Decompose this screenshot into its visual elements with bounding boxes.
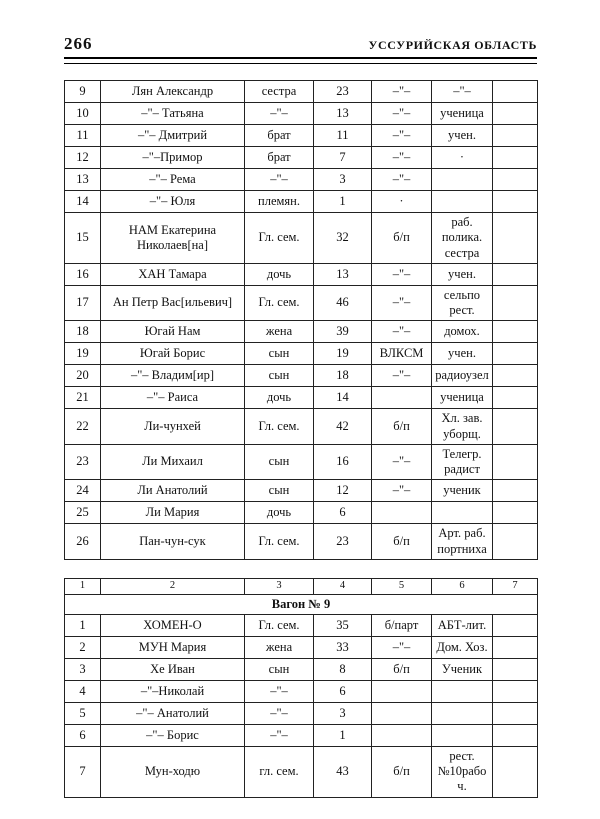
table-cell: 9 xyxy=(65,81,101,103)
table-cell: б/п xyxy=(372,524,432,560)
table-row xyxy=(65,746,538,797)
table-cell: –"–Примор xyxy=(101,147,245,169)
table-cell: сын xyxy=(245,658,314,680)
table-cell: 35 xyxy=(314,614,372,636)
table-row xyxy=(65,147,538,169)
table-cell: 6 xyxy=(65,724,101,746)
table-cell xyxy=(493,365,538,387)
table-cell: 4 xyxy=(65,680,101,702)
passenger-table-2-body xyxy=(65,614,538,797)
table-cell: ученица xyxy=(432,103,493,125)
table-cell: 15 xyxy=(65,213,101,264)
table-cell: 1 xyxy=(314,724,372,746)
table-cell: 39 xyxy=(314,321,372,343)
table-cell: 46 xyxy=(314,285,372,321)
table-cell: 18 xyxy=(65,321,101,343)
table-cell: 3 xyxy=(314,702,372,724)
section-title: Вагон № 9 xyxy=(65,594,538,614)
table-cell: –"– xyxy=(372,480,432,502)
table-cell: Хе Иван xyxy=(101,658,245,680)
table-cell: МУН Мария xyxy=(101,636,245,658)
table-row xyxy=(65,169,538,191)
table-cell: 16 xyxy=(314,444,372,480)
table-cell: –"– Владим[ир] xyxy=(101,365,245,387)
table-cell: –"– xyxy=(372,169,432,191)
table-cell: –"– Борис xyxy=(101,724,245,746)
table-row xyxy=(65,365,538,387)
table-cell xyxy=(493,169,538,191)
table-cell: ученица xyxy=(432,387,493,409)
table-cell: –"– Рема xyxy=(101,169,245,191)
table-cell: 11 xyxy=(314,125,372,147)
table-cell: Югай Нам xyxy=(101,321,245,343)
table-cell xyxy=(372,724,432,746)
table-cell xyxy=(493,213,538,264)
table-row xyxy=(65,724,538,746)
table-cell xyxy=(493,636,538,658)
table-cell: 17 xyxy=(65,285,101,321)
table-cell: 23 xyxy=(65,444,101,480)
table-cell: 10 xyxy=(65,103,101,125)
table-cell xyxy=(493,263,538,285)
table-cell: 4 xyxy=(314,578,372,594)
table-cell: 13 xyxy=(314,103,372,125)
table-row xyxy=(65,343,538,365)
table-cell: брат xyxy=(245,147,314,169)
table-row xyxy=(65,409,538,445)
table-cell: 6 xyxy=(314,502,372,524)
table-cell xyxy=(372,502,432,524)
table-cell xyxy=(493,702,538,724)
table-cell xyxy=(493,147,538,169)
table-row xyxy=(65,387,538,409)
table-cell: Лян Александр xyxy=(101,81,245,103)
table-cell: 23 xyxy=(314,81,372,103)
table-cell: Пан-чун-сук xyxy=(101,524,245,560)
table-cell xyxy=(493,502,538,524)
table-cell xyxy=(432,680,493,702)
table-cell: 5 xyxy=(65,702,101,724)
table-cell: 23 xyxy=(314,524,372,560)
table-cell: Ли Анатолий xyxy=(101,480,245,502)
table-cell: –"– xyxy=(372,285,432,321)
table-cell: · xyxy=(372,191,432,213)
table-cell: –"– xyxy=(372,81,432,103)
table-cell: домох. xyxy=(432,321,493,343)
table-cell: –"– Раиса xyxy=(101,387,245,409)
table-cell: 19 xyxy=(65,343,101,365)
table-cell: дочь xyxy=(245,387,314,409)
table-cell: раб. полика. сестра xyxy=(432,213,493,264)
table-cell: –"– Дмитрий xyxy=(101,125,245,147)
table-cell: Хл. зав. уборщ. xyxy=(432,409,493,445)
table-cell: 19 xyxy=(314,343,372,365)
table-cell: 14 xyxy=(314,387,372,409)
table-cell xyxy=(432,191,493,213)
table-cell: племян. xyxy=(245,191,314,213)
table-cell: Ан Петр Вас[ильевич] xyxy=(101,285,245,321)
table-cell: Гл. сем. xyxy=(245,285,314,321)
column-number-row xyxy=(65,578,538,594)
table-cell: –"– xyxy=(245,169,314,191)
page-content xyxy=(64,80,537,798)
table-cell: 32 xyxy=(314,213,372,264)
table-cell xyxy=(493,343,538,365)
table-row xyxy=(65,285,538,321)
table-row xyxy=(65,614,538,636)
table-cell: –"– xyxy=(372,103,432,125)
passenger-table-1 xyxy=(64,80,538,560)
table-cell: дочь xyxy=(245,502,314,524)
table-cell: сын xyxy=(245,365,314,387)
table-cell: 5 xyxy=(372,578,432,594)
table-cell xyxy=(372,680,432,702)
table-cell: сын xyxy=(245,343,314,365)
table-cell: 43 xyxy=(314,746,372,797)
table-cell: 7 xyxy=(314,147,372,169)
table-cell xyxy=(493,614,538,636)
table-cell xyxy=(493,724,538,746)
table-cell xyxy=(493,81,538,103)
table-cell: б/п xyxy=(372,409,432,445)
table-cell xyxy=(493,680,538,702)
table-cell: НАМ Екатерина Николаев[на] xyxy=(101,213,245,264)
table-cell: б/п xyxy=(372,746,432,797)
table-row xyxy=(65,444,538,480)
table-cell: Мун-ходю xyxy=(101,746,245,797)
table-cell: 24 xyxy=(65,480,101,502)
table-section-row xyxy=(65,594,538,614)
table-cell: –"– xyxy=(245,103,314,125)
table-cell: ученик xyxy=(432,480,493,502)
table-cell: 13 xyxy=(65,169,101,191)
table-cell: 22 xyxy=(65,409,101,445)
table-cell: 6 xyxy=(432,578,493,594)
table-cell xyxy=(493,746,538,797)
table-cell: сельпо рест. xyxy=(432,285,493,321)
table-cell: –"– xyxy=(372,636,432,658)
table-cell: 7 xyxy=(493,578,538,594)
table-cell: ХАН Тамара xyxy=(101,263,245,285)
table-cell: 42 xyxy=(314,409,372,445)
table-cell: –"– xyxy=(372,147,432,169)
table-cell: 16 xyxy=(65,263,101,285)
table-row xyxy=(65,263,538,285)
table-cell: б/п xyxy=(372,658,432,680)
table-cell: –"– Юля xyxy=(101,191,245,213)
table-row xyxy=(65,702,538,724)
table-cell: 11 xyxy=(65,125,101,147)
table-row xyxy=(65,636,538,658)
table-cell: Гл. сем. xyxy=(245,524,314,560)
table-cell: 3 xyxy=(65,658,101,680)
table-cell: –"– xyxy=(245,702,314,724)
table-cell: сын xyxy=(245,444,314,480)
header-title: УССУРИЙСКАЯ ОБЛАСТЬ xyxy=(368,38,537,52)
table-cell xyxy=(493,387,538,409)
table-row xyxy=(65,125,538,147)
table-cell: 13 xyxy=(314,263,372,285)
table-cell: учен. xyxy=(432,343,493,365)
table-cell: жена xyxy=(245,321,314,343)
table-cell xyxy=(432,502,493,524)
table-cell: Телегр. радист xyxy=(432,444,493,480)
table-cell: брат xyxy=(245,125,314,147)
table-row xyxy=(65,578,538,594)
table-cell: 33 xyxy=(314,636,372,658)
table-cell: б/п xyxy=(372,213,432,264)
table-cell xyxy=(372,702,432,724)
table-cell: Дом. Хоз. xyxy=(432,636,493,658)
table-cell: 21 xyxy=(65,387,101,409)
table-cell: Ученик xyxy=(432,658,493,680)
page-header xyxy=(64,34,537,64)
table-cell: Югай Борис xyxy=(101,343,245,365)
table-cell xyxy=(493,409,538,445)
table-cell: 25 xyxy=(65,502,101,524)
table-cell: 2 xyxy=(101,578,245,594)
table-cell: –"– xyxy=(245,724,314,746)
table-cell: 3 xyxy=(245,578,314,594)
table-cell: 1 xyxy=(65,578,101,594)
table-cell xyxy=(493,321,538,343)
table-cell: жена xyxy=(245,636,314,658)
table-cell: 6 xyxy=(314,680,372,702)
table-cell: –"– xyxy=(372,365,432,387)
table-cell xyxy=(372,387,432,409)
table-row xyxy=(65,658,538,680)
table-cell: дочь xyxy=(245,263,314,285)
table-cell: –"– xyxy=(372,444,432,480)
table-cell: –"–Николай xyxy=(101,680,245,702)
table-cell xyxy=(432,702,493,724)
table-cell: Ли Михаил xyxy=(101,444,245,480)
table-cell: 18 xyxy=(314,365,372,387)
page-number: 266 xyxy=(64,34,93,53)
table-cell: 12 xyxy=(314,480,372,502)
table-cell: Гл. сем. xyxy=(245,213,314,264)
table-cell: –"– xyxy=(372,125,432,147)
table-row xyxy=(65,103,538,125)
table-row xyxy=(65,213,538,264)
table-row xyxy=(65,81,538,103)
table-cell: –"– xyxy=(372,321,432,343)
table-row xyxy=(65,524,538,560)
table-cell: 1 xyxy=(65,614,101,636)
table-cell: 8 xyxy=(314,658,372,680)
table-cell: 3 xyxy=(314,169,372,191)
table-cell: · xyxy=(432,147,493,169)
table-cell: АБТ-лит. xyxy=(432,614,493,636)
table-cell: гл. сем. xyxy=(245,746,314,797)
table-cell xyxy=(493,444,538,480)
table-row xyxy=(65,680,538,702)
table-cell: учен. xyxy=(432,125,493,147)
table-cell xyxy=(493,191,538,213)
table-cell: 26 xyxy=(65,524,101,560)
table-cell: Ли Мария xyxy=(101,502,245,524)
table-row xyxy=(65,191,538,213)
table-cell: Гл. сем. xyxy=(245,409,314,445)
table-cell: –"– xyxy=(245,680,314,702)
table-cell: Арт. раб. портниха xyxy=(432,524,493,560)
table-cell: 20 xyxy=(65,365,101,387)
table-row xyxy=(65,321,538,343)
table-cell: 7 xyxy=(65,746,101,797)
table-cell xyxy=(493,524,538,560)
table-cell: б/парт xyxy=(372,614,432,636)
table-row xyxy=(65,480,538,502)
table-cell: сестра xyxy=(245,81,314,103)
table-cell: –"– xyxy=(372,263,432,285)
table-cell: 12 xyxy=(65,147,101,169)
table-cell: –"– Анатолий xyxy=(101,702,245,724)
table-cell xyxy=(493,658,538,680)
table-cell: Гл. сем. xyxy=(245,614,314,636)
table-cell xyxy=(432,169,493,191)
table-cell xyxy=(493,285,538,321)
table-row xyxy=(65,502,538,524)
table-cell: 14 xyxy=(65,191,101,213)
table-cell: учен. xyxy=(432,263,493,285)
table-cell: 2 xyxy=(65,636,101,658)
table-cell: Ли-чунхей xyxy=(101,409,245,445)
table-cell: –"– xyxy=(432,81,493,103)
table-cell: рест. №10рабоч. xyxy=(432,746,493,797)
table-cell xyxy=(432,724,493,746)
table-cell xyxy=(493,103,538,125)
table-cell: –"– Татьяна xyxy=(101,103,245,125)
passenger-table-2 xyxy=(64,578,538,798)
table-cell: сын xyxy=(245,480,314,502)
table-cell xyxy=(493,480,538,502)
header-rule xyxy=(64,57,537,64)
table-cell: 1 xyxy=(314,191,372,213)
table-cell: радиоузел xyxy=(432,365,493,387)
table-cell: ХОМЕН-О xyxy=(101,614,245,636)
table-cell: ВЛКСМ xyxy=(372,343,432,365)
table-cell xyxy=(493,125,538,147)
